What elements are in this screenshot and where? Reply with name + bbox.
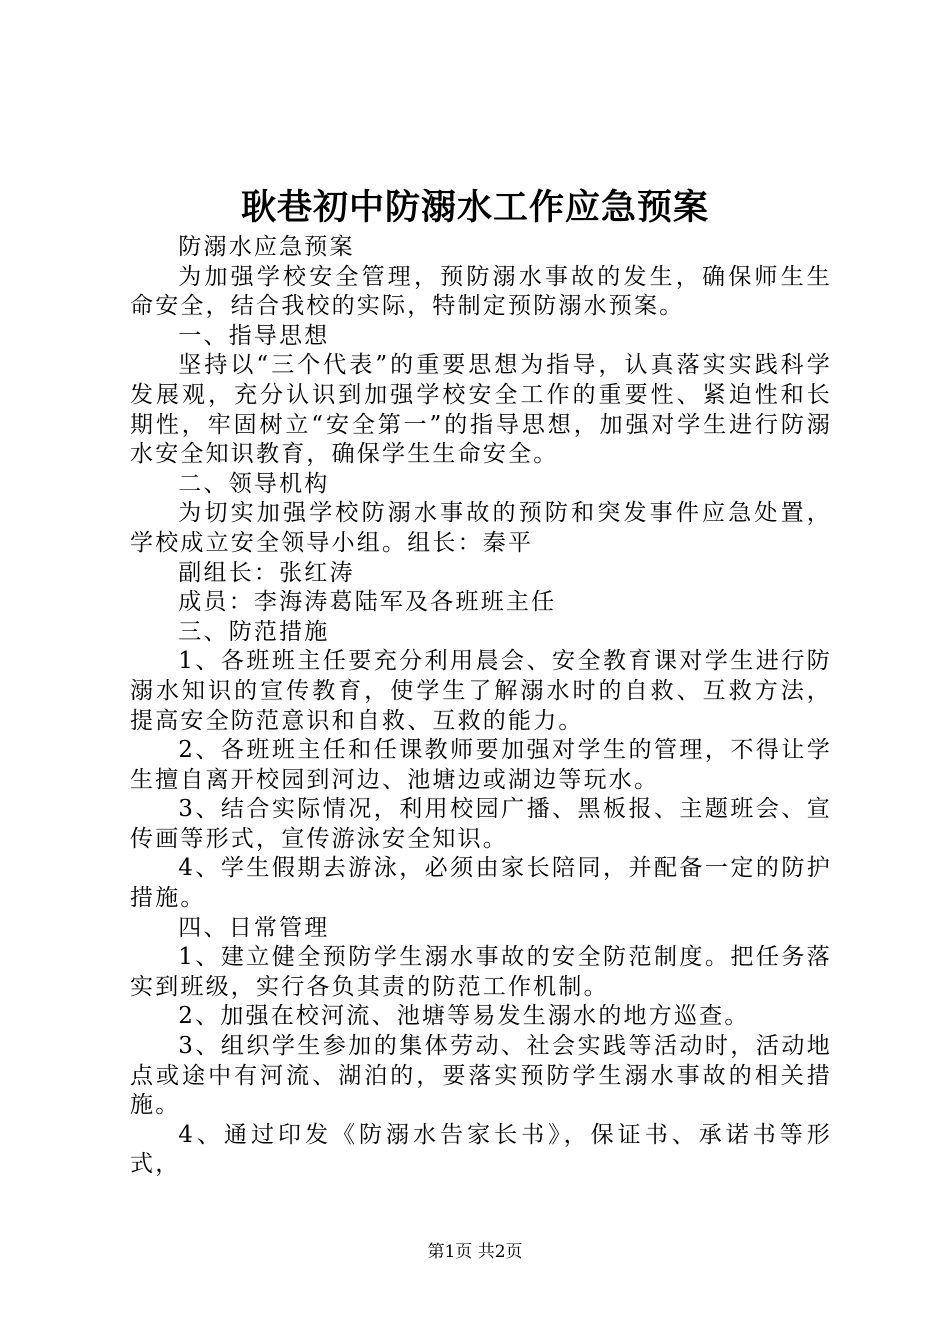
list-item: 4、学生假期去游泳，必须由家长陪同，并配备一定的防护措施。: [130, 855, 832, 912]
list-item: 3、组织学生参加的集体劳动、社会实践等活动时，活动地点或途中有河流、湖泊的，要落实预防学生溺水事故的相关措施。: [130, 1033, 832, 1119]
list-item: 3、结合实际情况，利用校园广播、黑板报、主题班会、宣传画等形式，宣传游泳安全知识。: [130, 796, 832, 852]
list-item: 2、各班班主任和任课教师要加强对学生的管理，不得让学生擅自离开校园到河边、池塘边或湖边等玩水。: [130, 737, 832, 793]
section-heading: 四、日常管理: [178, 914, 330, 941]
section-heading: 二、领导机构: [178, 470, 330, 497]
paragraph: 坚持以“三个代表”的重要思想为指导，认真落实实践科学发展观，充分认识到加强学校安全工作的重要性、紧迫性和长期性，牢固树立“安全第一”的指导思想，加强对学生进行防溺水安全知识教育，确保学生生命安全。: [130, 352, 832, 468]
list-item: 1、各班班主任要充分利用晨会、安全教育课对学生进行防溺水知识的宣传教育，使学生了解溺水时的自救、互救方法，提高安全防范意识和自救、互救的能力。: [130, 648, 832, 734]
page-footer: 第1页 共2页: [427, 1242, 523, 1262]
list-item: 1、建立健全预防学生溺水事故的安全防范制度。把任务落实到班级，实行各负其责的防范工作机制。: [130, 944, 832, 1000]
document-body: [130, 233, 832, 1180]
paragraph: 为切实加强学校防溺水事故的预防和突发事件应急处置，学校成立安全领导小组。组长：秦平: [130, 500, 832, 556]
paragraph: 防溺水应急预案: [178, 234, 355, 260]
section-heading: 一、指导思想: [178, 322, 330, 349]
list-item: 2、加强在校河流、池塘等易发生溺水的地方巡查。: [178, 1003, 750, 1030]
document-title: 耿巷初中防溺水工作应急预案: [240, 187, 709, 228]
paragraph: 为加强学校安全管理，预防溺水事故的发生，确保师生生命安全，结合我校的实际，特制定预防溺水预案。: [130, 263, 832, 320]
paragraph: 副组长：张红涛: [178, 559, 355, 586]
paragraph: 成员：李海涛葛陆军及各班班主任: [178, 589, 557, 616]
section-heading: 三、防范措施: [178, 618, 330, 645]
list-item: 4、通过印发《防溺水告家长书》，保证书、承诺书等形式，: [130, 1121, 832, 1178]
